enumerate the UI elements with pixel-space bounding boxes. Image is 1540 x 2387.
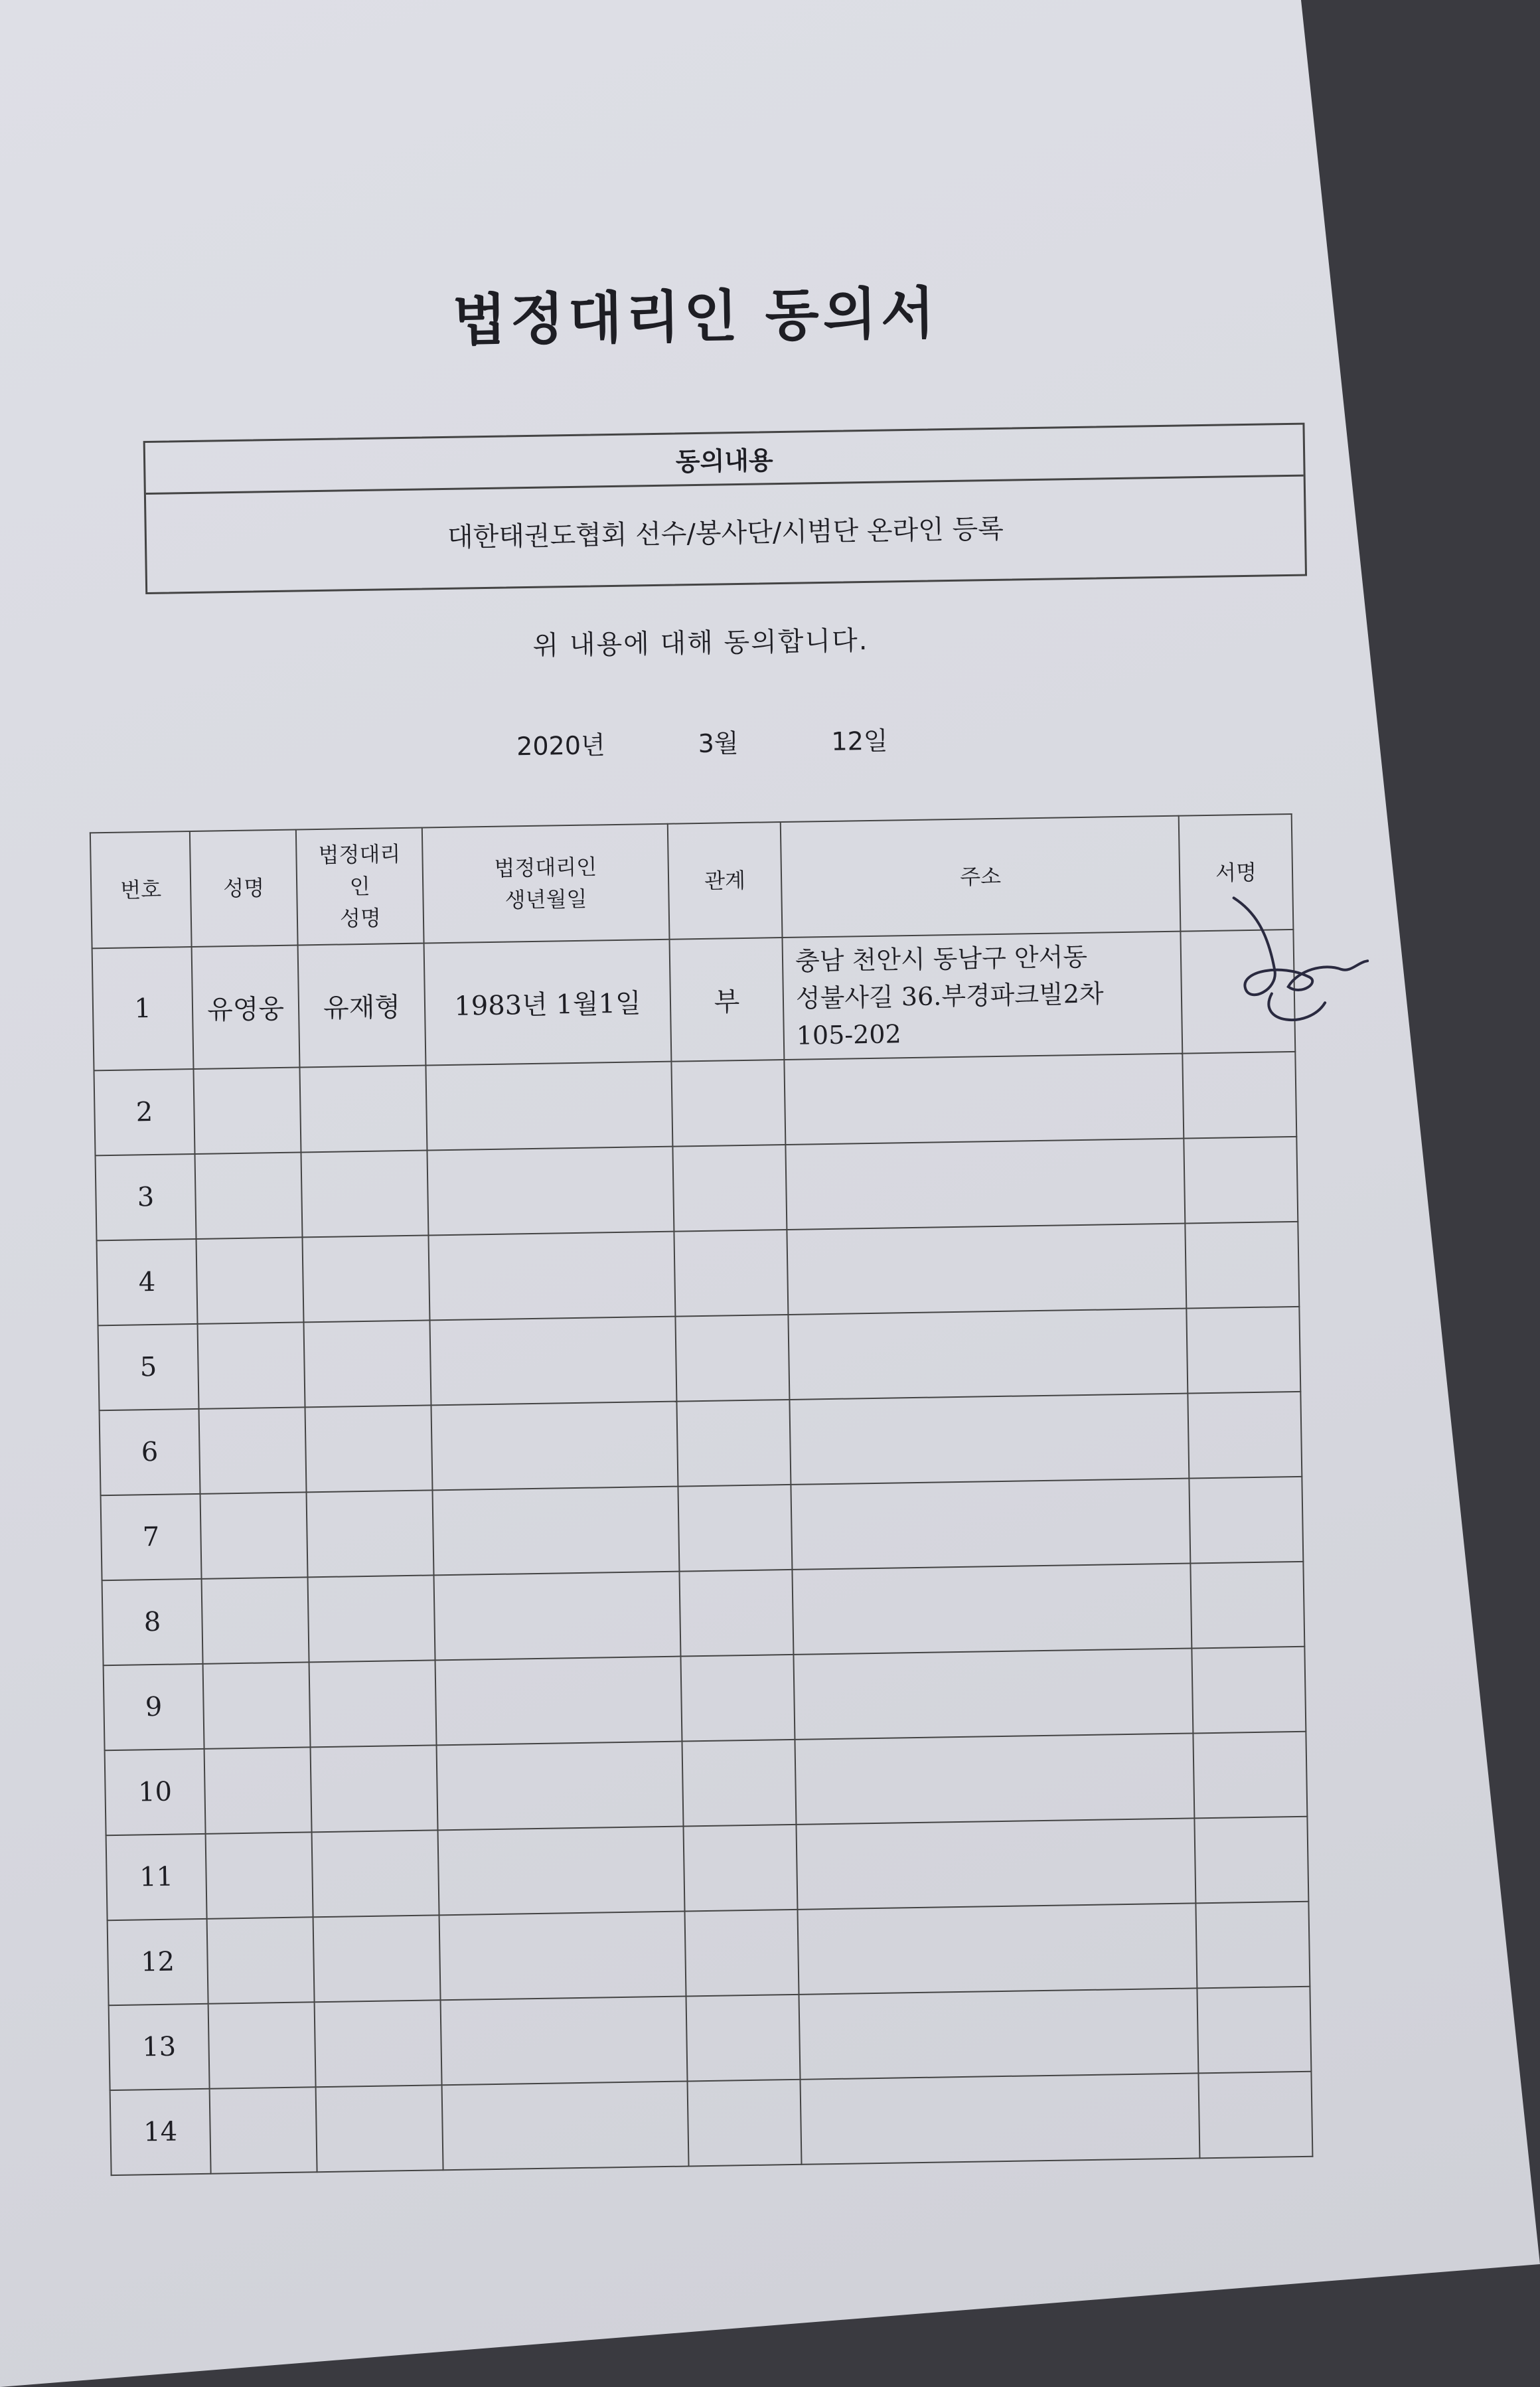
consent-text: 대한태권도협회 선수/봉사단/시범단 온라인 등록 xyxy=(447,513,1004,553)
header-guardian-birth-line2: 생년월일 xyxy=(504,886,587,913)
row-no: 9 xyxy=(104,1664,204,1750)
agreement-statement: 위 내용에 대해 동의합니다. xyxy=(532,625,869,661)
row-guardian-birth: 1983년 1월1일 xyxy=(424,940,672,1066)
row-no: 8 xyxy=(102,1579,203,1665)
row-no: 13 xyxy=(109,2004,210,2090)
row-no: 5 xyxy=(98,1324,199,1410)
address-line-1: 충남 천안시 동남구 안서동 xyxy=(795,942,1088,976)
consent-content-box xyxy=(143,423,1307,594)
guardian-table xyxy=(90,813,1314,2176)
address-line-2: 성불사길 36.부경파크빌2차 xyxy=(795,979,1104,1013)
handwritten-signature xyxy=(1207,869,1382,1044)
form-title: 법정대리인 동의서 xyxy=(451,280,939,353)
row-no: 1 xyxy=(92,947,194,1070)
row-signature xyxy=(1180,930,1295,1054)
consent-header: 동의내용 xyxy=(145,425,1304,495)
form-date xyxy=(48,712,1357,770)
row-address xyxy=(782,932,1182,1060)
header-guardian-birth-line1: 법정대리인 xyxy=(494,854,597,881)
address-line-3: 105-202 xyxy=(796,1019,902,1050)
header-signature: 서명 xyxy=(1179,814,1294,932)
consent-form xyxy=(40,189,1378,2177)
row-no: 7 xyxy=(101,1494,202,1580)
row-no: 3 xyxy=(96,1154,196,1240)
table-row xyxy=(92,930,1296,1070)
row-no: 2 xyxy=(94,1069,195,1155)
row-no: 4 xyxy=(97,1239,198,1325)
row-relation: 부 xyxy=(670,938,785,1062)
table-row xyxy=(110,2072,1313,2175)
header-guardian-name xyxy=(296,828,424,946)
header-no: 번호 xyxy=(90,831,192,948)
table-header-row xyxy=(90,814,1294,948)
header-name: 성명 xyxy=(190,830,298,947)
row-no: 11 xyxy=(106,1834,207,1920)
date-month: 3월 xyxy=(698,728,739,758)
header-guardian-name-line1: 법정대리 xyxy=(318,841,401,868)
row-no: 12 xyxy=(108,1919,208,2005)
row-no: 6 xyxy=(100,1409,200,1495)
row-guardian-name: 유재형 xyxy=(298,944,426,1068)
header-address: 주소 xyxy=(781,816,1181,938)
row-no: 14 xyxy=(110,2089,211,2175)
header-guardian-name-line3: 성명 xyxy=(339,905,382,932)
header-guardian-name-line2: 인 xyxy=(349,873,370,900)
row-no: 10 xyxy=(105,1749,206,1835)
date-year: 2020년 xyxy=(516,730,605,762)
row-name: 유영웅 xyxy=(192,946,300,1069)
header-relation: 관계 xyxy=(668,822,783,940)
header-guardian-birth xyxy=(422,824,670,944)
date-day: 12일 xyxy=(831,726,888,756)
